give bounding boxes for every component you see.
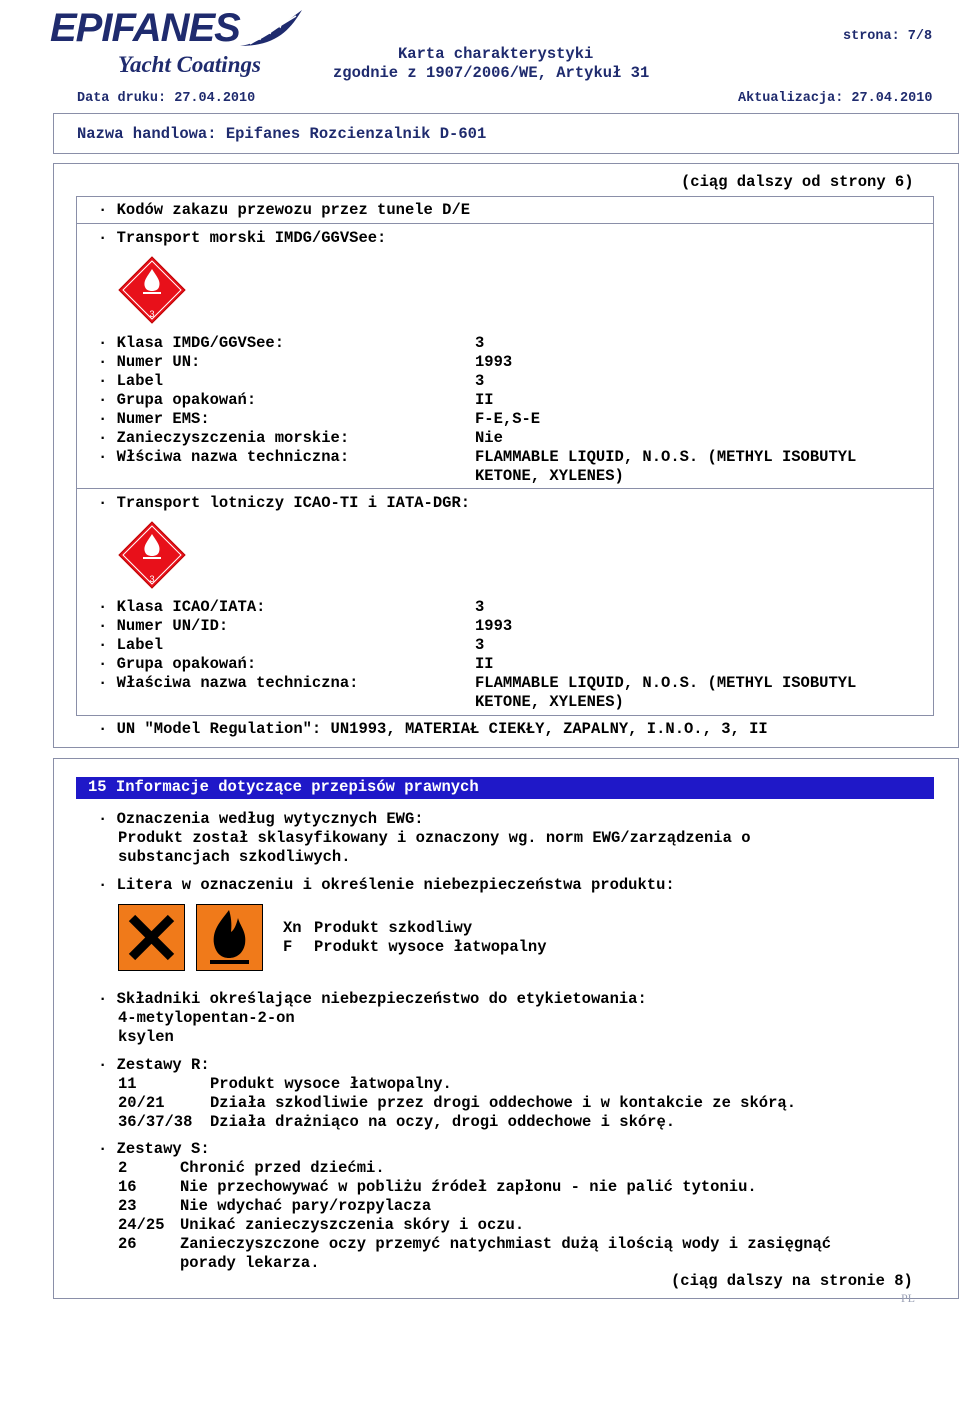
sea-ems-value: F-E,S-E [475,410,541,428]
hazard-text-xn: Produkt szkodliwy [314,919,473,937]
hazard-text-f: Produkt wysoce łatwopalny [314,938,547,956]
brand-logo [50,4,290,84]
s-text: Nie wdychać pary/rozpylacza [180,1197,432,1215]
sea-class-label: · Klasa IMDG/GGVSee: [98,334,285,352]
sea-ems-label: · Numer EMS: [98,410,210,428]
s-code: 23 [118,1197,137,1215]
svg-text:3: 3 [149,574,155,584]
s-text-cont: porady lekarza. [180,1254,320,1272]
s-heading: · Zestawy S: [98,1140,210,1158]
leaf-icon [230,6,310,56]
sea-name-cont: KETONE, XYLENES) [475,467,624,485]
flammable-liquid-diamond-icon [117,255,187,325]
r-code: 36/37/38 [118,1113,193,1131]
flammable-flame-icon [196,904,263,971]
hazard-code-f: F [283,938,302,956]
sea-name-value: FLAMMABLE LIQUID, N.O.S. (METHYL ISOBUTYL [475,448,857,466]
s-text: Unikać zanieczyszczenia skóry i oczu. [180,1216,525,1234]
harmful-cross-icon [118,904,185,971]
letter-heading: · Litera w oznaczeniu i określenie niebezpieczeństwa produktu: [98,876,675,894]
sea-pg-value: II [475,391,494,409]
flammable-liquid-diamond-icon [117,520,187,590]
tunnel-code: · Kodów zakazu przewozu przez tunele D/E [98,201,471,219]
brand-sub: Yacht Coatings [118,52,261,77]
page-number: strona: 7/8 [843,29,933,44]
continued-on: (ciąg dalszy na stronie 8) [671,1272,913,1290]
continued-from: (ciąg dalszy od strony 6) [681,173,914,191]
model-regulation: · UN "Model Regulation": UN1993, MATERIAŁ CIEKŁY, ZAPALNY, I.N.O., 3, II [98,720,768,738]
air-name-label: · Właściwa nazwa techniczna: [98,674,359,692]
trade-name: Nazwa handlowa: Epifanes Rozcienzalnik D-601 [77,125,487,143]
section15-title: 15 Informacje dotyczące przepisów prawnych [88,778,479,796]
ewg-text-2: substancjach szkodliwych. [118,848,351,866]
components-heading: · Składniki określające niebezpieczeństwo do etykietowania: [98,990,647,1008]
doc-title: Karta charakterystyki [398,45,594,63]
s-text: Chronić przed dziećmi. [180,1159,385,1177]
print-date: Data druku: 27.04.2010 [77,91,256,106]
r-code: 11 [118,1075,137,1093]
update-date: Aktualizacja: 27.04.2010 [738,91,933,106]
air-label-label: · Label [98,636,164,654]
air-pg-label: · Grupa opakowań: [98,655,257,673]
sea-label-value: 3 [475,372,485,390]
language-code: PL [901,1291,916,1305]
air-class-value: 3 [475,598,485,616]
sea-pg-label: · Grupa opakowań: [98,391,257,409]
air-heading: · Transport lotniczy ICAO-TI i IATA-DGR: [98,494,471,512]
air-class-label: · Klasa ICAO/IATA: [98,598,266,616]
s-text: Nie przechowywać w pobliżu źródeł zapłonu - nie palić tytoniu. [180,1178,757,1196]
svg-text:3: 3 [149,309,155,319]
ewg-text-1: Produkt został sklasyfikowany i oznaczony wg. norm EWG/zarządzenia o [118,829,751,847]
sea-un-label: · Numer UN: [98,353,201,371]
hazard-code-xn: Xn [283,919,302,937]
divider [76,223,934,224]
sea-name-label: · Włściwa nazwa techniczna: [98,448,350,466]
air-pg-value: II [475,655,494,673]
section15-title-bar [76,777,934,799]
component-item: 4-metylopentan-2-on [118,1009,295,1027]
doc-subtitle: zgodnie z 1907/2006/WE, Artykuł 31 [333,64,650,82]
air-label-value: 3 [475,636,485,654]
brand-main: EPIFANES [50,6,240,50]
sea-class-value: 3 [475,334,485,352]
s-code: 2 [118,1159,128,1177]
r-text: Produkt wysoce łatwopalny. [210,1075,452,1093]
divider [76,488,934,489]
sea-un-value: 1993 [475,353,513,371]
air-name-cont: KETONE, XYLENES) [475,693,624,711]
s-code: 26 [118,1235,137,1253]
sea-heading: · Transport morski IMDG/GGVSee: [98,229,387,247]
ewg-heading: · Oznaczenia według wytycznych EWG: [98,810,424,828]
r-code: 20/21 [118,1094,165,1112]
sea-pollutant-label: · Zanieczyszczenia morskie: [98,429,350,447]
r-text: Działa szkodliwie przez drogi oddechowe i w kontakcie ze skórą. [210,1094,796,1112]
air-un-label: · Numer UN/ID: [98,617,229,635]
sea-pollutant-value: Nie [475,429,503,447]
s-code: 24/25 [118,1216,165,1234]
s-code: 16 [118,1178,137,1196]
component-item: ksylen [118,1028,174,1046]
air-name-value: FLAMMABLE LIQUID, N.O.S. (METHYL ISOBUTYL [475,674,857,692]
r-heading: · Zestawy R: [98,1056,210,1074]
s-text: Zanieczyszczone oczy przemyć natychmiast dużą ilością wody i zasięgnąć [180,1235,832,1253]
r-text: Działa drażniąco na oczy, drogi oddechowe i skórę. [210,1113,676,1131]
sea-label-label: · Label [98,372,164,390]
air-un-value: 1993 [475,617,513,635]
